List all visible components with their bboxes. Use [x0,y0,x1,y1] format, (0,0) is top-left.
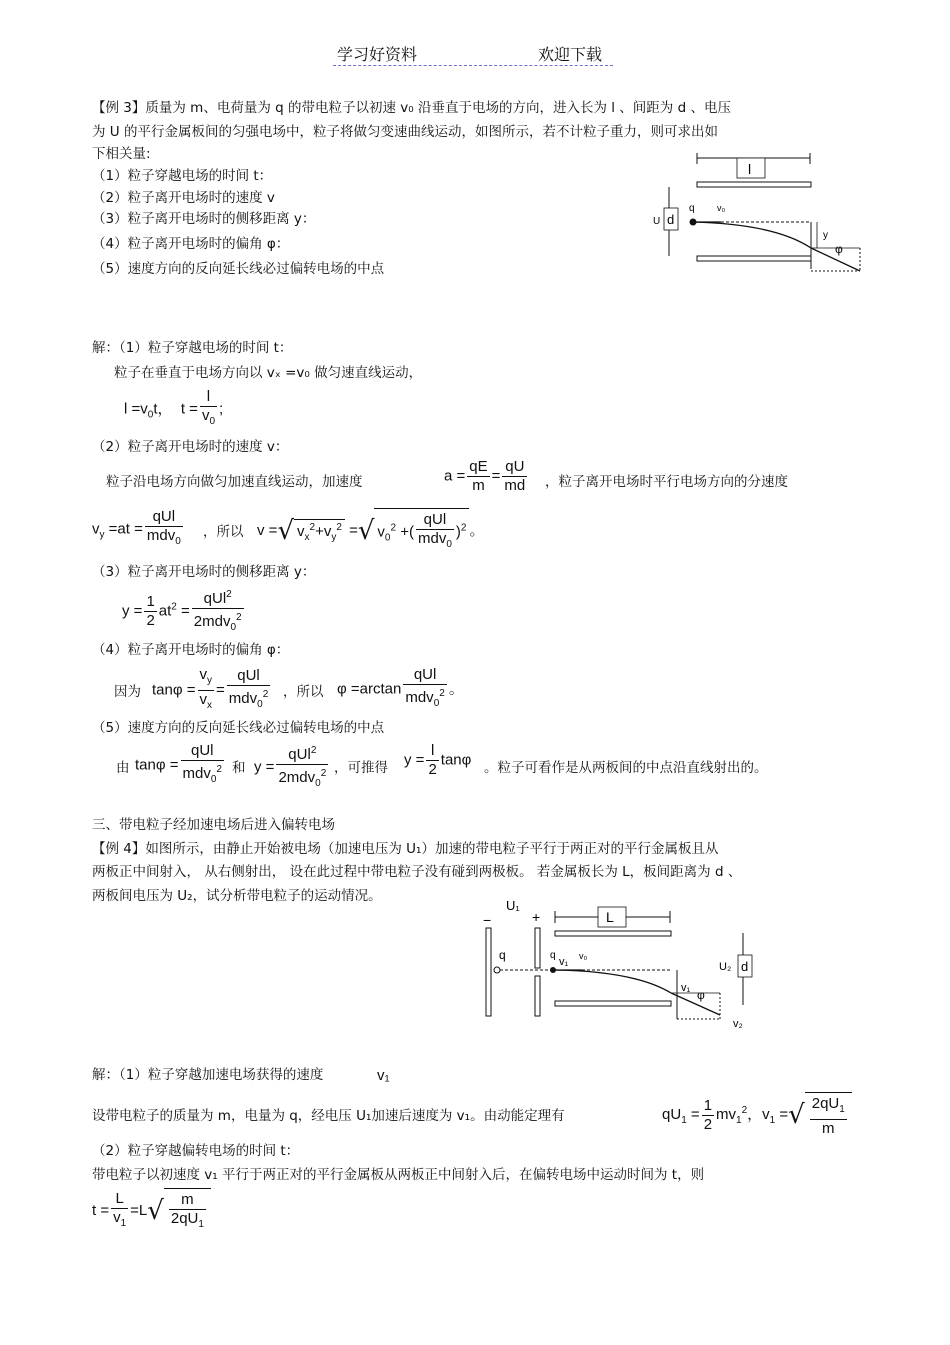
plus-sign: + [532,909,541,925]
sol4-step2-text: 带电粒子以初速度 v₁ 平行于两正对的平行金属板从两板正中间射入后，在偏转电场中运动时间为 t，则 [92,1167,705,1183]
eq-phi: φ =arctan $\frac{\text{qUl}}{mdv_0^2}$ 。 [337,666,464,709]
eq-v: v =√ $v_x^2+v_y^2$ =√ $v_0^2$ +( $\frac{\text{qUl}}{mdv_0}$ )$^2$ 。 [257,508,484,554]
sol3-conclusion: 。粒子可看作是从两板间的中点沿直线射出的。 [484,760,768,776]
sol3-so: ，所以 [203,524,244,540]
accel-plate-left [486,928,491,1016]
eq-acceleration: a = $\frac{qE}{m}$ = $\frac{qU}{md}$ [444,458,526,494]
v1-label: v₁ [559,956,569,968]
angle-label: φ [835,242,843,256]
ex4-line2: 两板正中间射入， 从右侧射出， 设在此过程中带电粒子没有碰到两极板。 若金属板长为 L，板间距离为 d 、 [92,864,742,880]
sol4-step1-text: 设带电粒子的质量为 m，电量为 q，经电压 U₁加速后速度为 v₁。由动能定理有 [92,1108,565,1124]
ex3-item-3: （3）粒子离开电场时的侧移距离 y： [92,211,316,227]
eq-vy: $v_y =at$ = $\frac{\text{qUl}}{mdv_0}$ [92,508,181,547]
ex3-item-4: （4）粒子离开电场时的偏角 φ： [92,236,290,252]
sol3-therefore: ，所以 [283,684,324,700]
header-left: 学习好资料 [337,45,418,64]
sol4-v1: v₁ [377,1067,390,1084]
lower-plate [697,256,811,261]
upper-plate [697,182,811,187]
gap-label-2: d [741,959,749,974]
length-label-2: L [606,909,614,925]
section-title: 三、带电粒子经加速电场后进入偏转电场 [92,817,335,833]
upper-plate-2 [555,931,671,936]
sol3-step1: 解：（1）粒子穿越电场的时间 t： [92,340,293,356]
trajectory [693,222,811,248]
u2-label: U₂ [719,961,732,973]
sol3-step2-text: 粒子沿电场方向做匀加速直线运动，加速度 [106,474,363,490]
ex3-item-1: （1）粒子穿越电场的时间 t： [92,168,273,184]
sol3-step3: （3）粒子离开电场时的侧移距离 y： [92,564,316,580]
eq-y-2: y = $\frac{qUl^2}{2mdv_0^2}$ [254,742,330,793]
eq-tan-phi: tanφ = $\frac{v_y}{v_x}$ = $\frac{\text{qUl}}{mdv_0^2}$ [152,666,269,711]
accel-deflection-figure [475,895,775,1035]
eq-energy: $qU_1$ = $\frac{1}{2}$ $mv_1^2$，$v_1$ =√ $\frac{2qU_1}{m}$ [662,1092,852,1138]
minus-sign: − [483,912,492,928]
ex4-line3: 两板间电压为 U₂，试分析带电粒子的运动情况。 [92,888,382,904]
u1-label: U₁ [506,898,520,913]
v1-label-2: v₁ [681,982,691,994]
v2-label: v₂ [733,1018,743,1030]
length-label: l [748,161,752,177]
ex3-item-2: （2）粒子离开电场时的速度 v [92,190,275,206]
ex3-line1: 【例 3】质量为 m、电荷量为 q 的带电粒子以初速 v₀ 沿垂直于电场的方向，进入长为 l 、间距为 d 、电压 [92,100,731,116]
angle-label-2: φ [697,988,705,1002]
eq-tan-phi-2: tanφ = $\frac{\text{qUl}}{mdv_0^2}$ [135,742,222,785]
offset-label: y [823,230,828,241]
gap-label: d [667,212,675,227]
ex3-item-5: （5）速度方向的反向延长线必过偏转电场的中点 [92,261,385,277]
sol3-step2-tail: ，粒子离开电场时平行电场方向的分速度 [545,474,788,490]
sol3-and: 和 [232,760,246,776]
ex4-line1: 【例 4】如图所示，由静止开始被电场（加速电压为 U₁）加速的带电粒子平行于两正对的平行金属板且从 [92,841,719,857]
v0-label-2: v₀ [579,951,588,961]
sol3-from: 由 [116,760,130,776]
sol3-step5: （5）速度方向的反向延长线必过偏转电场的中点 [92,720,385,736]
eq-time-2: t = $\frac{L}{v_1}$ =L√ $\frac{m}{2qU_1}$ [92,1188,211,1234]
sol4-step1: 解：（1）粒子穿越加速电场获得的速度 [92,1067,324,1083]
trajectory-2 [553,970,671,993]
sol3-step4: （4）粒子离开电场时的偏角 φ： [92,642,290,658]
lower-plate-2 [555,1001,671,1006]
sol3-step1-text: 粒子在垂直于电场方向以 vₓ =v₀ 做匀速直线运动， [114,365,423,381]
eq-time: $l =v_0t$， t = $\frac{l}{v_0}$ ; [124,388,224,427]
sol3-because: 因为 [114,684,141,700]
sol4-step2: （2）粒子穿越偏转电场的时间 t： [92,1143,300,1159]
sol3-step2: （2）粒子离开电场时的速度 v： [92,439,289,455]
ex3-line2: 为 U 的平行金属板间的匀强电场中，粒子将做匀变速曲线运动，如图所示，若不计粒子重力，则可求出如 [92,124,718,140]
deflection-figure [645,152,870,277]
eq-y-3: y = $\frac{l}{2}$ tanφ [404,742,472,778]
q-label: q [499,948,506,962]
charge-label: q [689,203,695,214]
q-label-2: q [550,950,556,961]
v0-label: v₀ [717,203,726,213]
sol3-derive: ，可推得 [334,760,388,776]
voltage-label: U [653,216,661,227]
ex3-line3: 下相关量: [92,146,151,162]
header-divider [333,65,613,66]
accel-plate-right-bottom [535,976,540,1016]
header-right: 欢迎下载 [538,45,603,64]
eq-y: y = $\frac{1}{2}$ $at^2$ = $\frac{qUl^2}{2mdv_0^2}$ [122,586,246,637]
accel-plate-right-top [535,928,540,968]
